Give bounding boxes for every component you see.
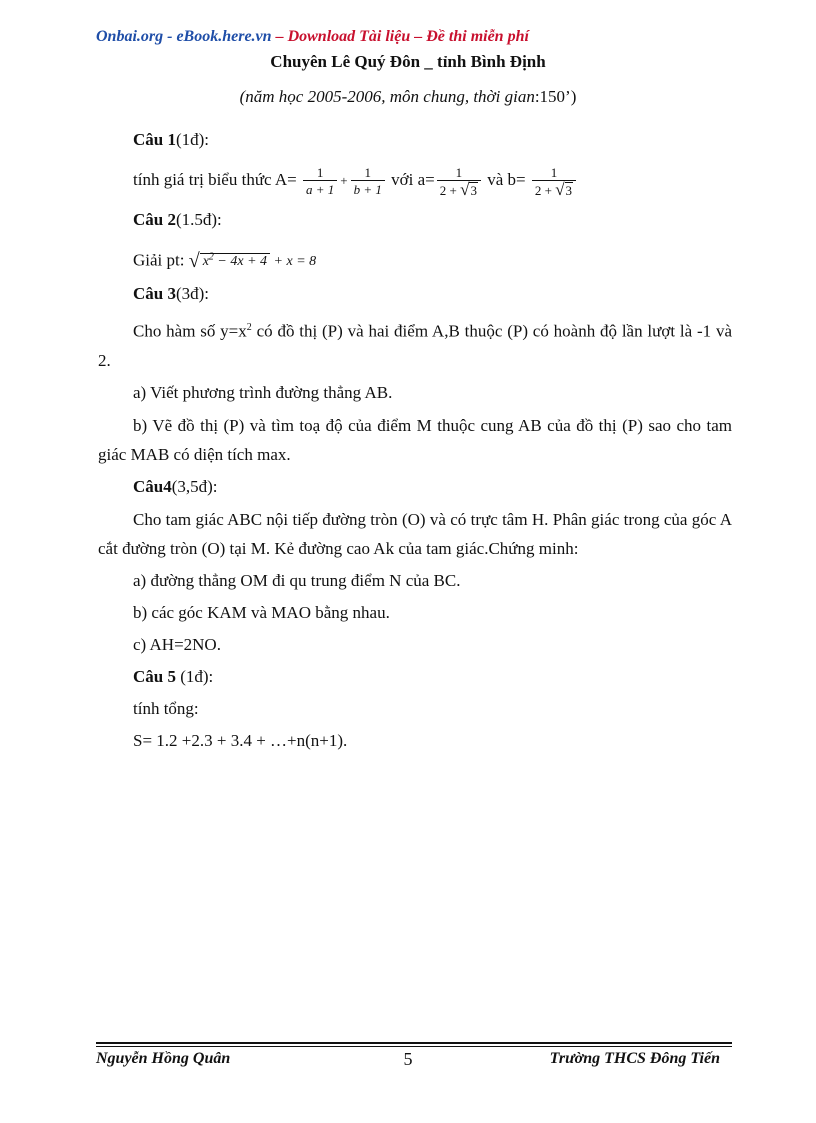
q4-part-b: b) các góc KAM và MAO bằng nhau. — [133, 602, 390, 622]
footer-divider-thin — [96, 1046, 732, 1047]
footer-divider-thick — [96, 1042, 732, 1044]
q3-heading — [98, 278, 732, 310]
header-download-text: – Download Tài liệu – Đề thi miễn phí — [271, 28, 529, 45]
q3-part-b: b) Vẽ đồ thị (P) và tìm toạ độ của điểm M thuộc cung AB của đồ thị (P) sao cho tam giác MAB có diện tích max. — [98, 415, 732, 464]
q3-part-a: a) Viết phương trình đường thẳng AB. — [133, 382, 393, 402]
q3-label: Câu 3 — [133, 284, 176, 304]
document-title: Chuyên Lê Quý Đôn _ tỉnh Bình Định — [270, 52, 546, 71]
q1-with-a: với a= — [391, 170, 435, 189]
q2-text-label: Giải pt: — [133, 250, 185, 270]
q4-heading — [98, 471, 732, 503]
exam-content — [98, 118, 732, 757]
q4-part-c: c) AH=2NO. — [133, 634, 221, 654]
subtitle-duration: :150’) — [534, 87, 577, 106]
q5-formula: S= 1.2 +2.3 + 3.4 + …+n(n+1). — [133, 730, 348, 750]
q4-part-a: a) đường thẳng OM đi qu trung điểm N của BC. — [133, 570, 461, 590]
q5-heading — [98, 661, 732, 693]
q2-points: (1.5đ): — [175, 209, 222, 229]
q2-heading — [98, 204, 732, 236]
header-site-name: Onbai.org - eBook.here.vn — [96, 28, 272, 45]
q1-label: Câu 1 — [133, 130, 176, 149]
q4-intro: Cho tam giác ABC nội tiếp đường tròn (O) và có trực tâm H. Phân giác trong của góc A cắt đường tròn (O) tại M. Kẻ đường cao Ak của tam giác.Chứng minh: — [98, 509, 732, 558]
q5-intro: tính tổng: — [133, 698, 199, 718]
q1-fraction-1: $\frac{1}{a + 1}$ — [303, 165, 337, 197]
page-number: 5 — [403, 1049, 413, 1069]
q1-fraction-a: $\frac{1}{2 + √3}$ — [437, 165, 481, 198]
q4-points: (3,5đ): — [171, 476, 218, 496]
q1-fraction-2: $\frac{1}{b + 1}$ — [351, 165, 385, 197]
q5-label: Câu 5 — [133, 666, 176, 686]
header-download-link[interactable] — [96, 28, 529, 46]
q1-and-b: và b= — [487, 170, 526, 189]
q3-intro: Cho hàm số $y=x^2$ có đồ thị (P) và hai điểm A,B thuộc (P) có hoành độ lần lượt là -1 và 2. — [98, 321, 732, 370]
q2-text — [98, 242, 732, 279]
document-subtitle — [0, 87, 816, 107]
q1-plus: + — [340, 173, 348, 188]
subtitle-main: (năm học 2005-2006, môn chung, thời gian — [239, 87, 535, 106]
q1-heading — [98, 124, 732, 156]
q5-points: (1đ): — [175, 666, 214, 686]
q2-label: Câu 2 — [133, 209, 176, 229]
q2-equation: √ $x^2 - 4x + 4 + x = 8$ — [188, 250, 317, 273]
q4-label: Câu4 — [133, 476, 172, 496]
footer-school: Trường THCS Đông Tiến — [549, 1050, 720, 1067]
q1-text — [98, 164, 732, 198]
q1-points: (1đ): — [175, 130, 210, 149]
q1-fraction-b: $\frac{1}{2 + √3}$ — [532, 165, 576, 198]
q3-points: (3đ): — [175, 284, 210, 304]
q1-text-pre: tính giá trị biểu thức A= — [133, 170, 297, 189]
footer-author: Nguyễn Hồng Quân — [96, 1050, 231, 1067]
